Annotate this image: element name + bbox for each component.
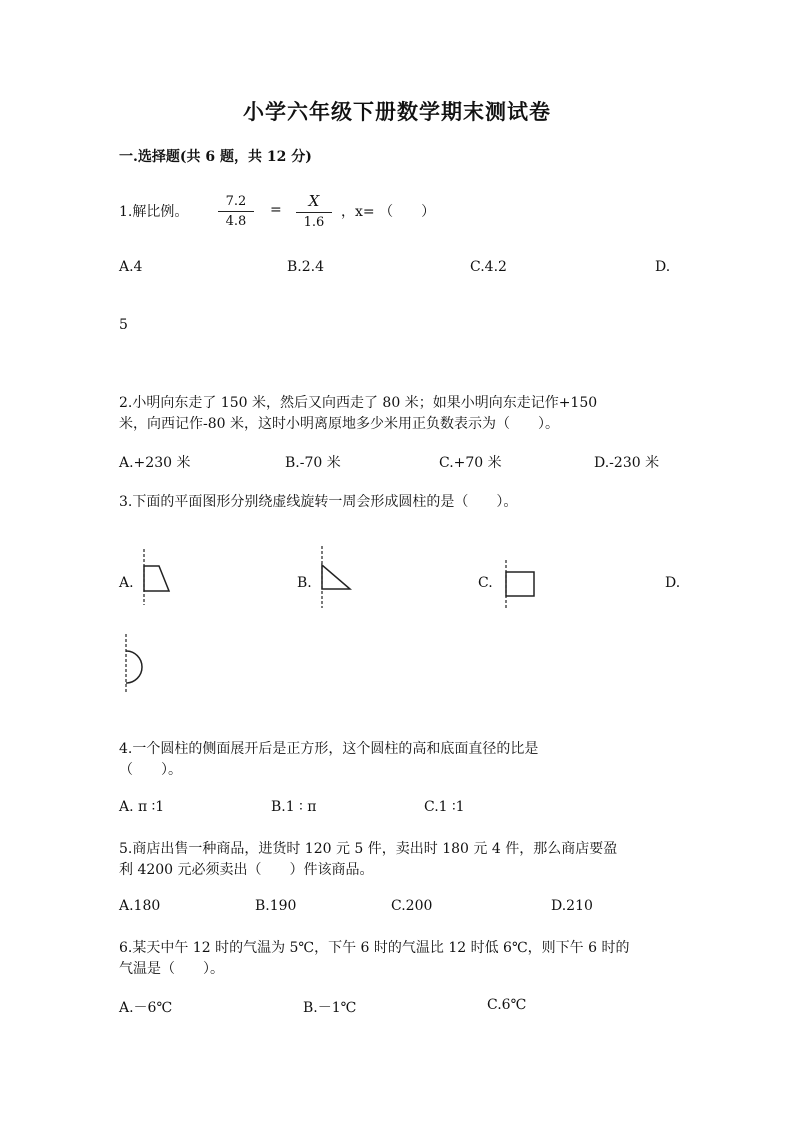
q3-figure-trapezoid[interactable] [138, 549, 178, 605]
q2-option-a[interactable]: A.+230 米 [119, 455, 191, 471]
q1-suffix: ，x= （ ） [341, 204, 436, 220]
q5-text-line2: 利 4200 元必须卖出（ ）件该商品。 [119, 862, 374, 878]
q1-frac2-denominator: 1.6 [303, 215, 325, 230]
q3-option-b[interactable]: B. [297, 575, 312, 591]
q1-frac2-numerator: X [296, 192, 332, 213]
q3-figure-semicircle[interactable] [120, 634, 150, 692]
q2-option-b[interactable]: B.-70 米 [285, 455, 341, 471]
q3-option-d[interactable]: D. [665, 575, 681, 591]
q6-text-line1: 6.某天中午 12 时的气温为 5℃，下午 6 时的气温比 12 时低 6℃，则下午 6 时的 [119, 940, 630, 956]
q1-option-d[interactable]: D. [655, 259, 671, 275]
q3-text: 3.下面的平面图形分别绕虚线旋转一周会形成圆柱的是（ ）。 [119, 494, 518, 510]
q2-text-line2: 米，向西记作-80 米，这时小明离原地多少米用正负数表示为（ ）。 [119, 416, 559, 432]
q6-text-line2: 气温是（ ）。 [119, 961, 224, 977]
q3-option-a[interactable]: A. [119, 575, 134, 591]
q6-option-b[interactable]: B.－1℃ [303, 1000, 357, 1016]
q5-option-b[interactable]: B.190 [255, 898, 297, 914]
q5-option-c[interactable]: C.200 [391, 898, 433, 914]
q3-option-c[interactable]: C. [478, 575, 493, 591]
q6-option-c[interactable]: C.6℃ [487, 997, 527, 1013]
q3-figure-rectangle[interactable] [500, 560, 540, 608]
q1-frac1-denominator: 4.8 [225, 214, 247, 229]
q4-text-line1: 4.一个圆柱的侧面展开后是正方形，这个圆柱的高和底面直径的比是 [119, 741, 539, 757]
q2-option-d[interactable]: D.-230 米 [594, 455, 660, 471]
q1-equals: = [270, 202, 282, 218]
q1-prefix: 1.解比例。 [119, 204, 189, 220]
q4-option-c[interactable]: C.1 ∶1 [424, 799, 465, 815]
q5-option-a[interactable]: A.180 [119, 898, 161, 914]
q5-option-d[interactable]: D.210 [551, 898, 593, 914]
q1-option-c[interactable]: C.4.2 [470, 259, 507, 275]
q4-option-a[interactable]: A. π ∶1 [119, 799, 165, 815]
q6-option-a[interactable]: A.－6℃ [119, 1000, 173, 1016]
q4-text-line2: （ ）。 [119, 762, 182, 778]
page-title: 小学六年级下册数学期末测试卷 [243, 99, 551, 124]
q1-fraction-left [218, 194, 254, 229]
q1-fraction-right [296, 192, 332, 230]
q3-figure-triangle[interactable] [316, 546, 356, 608]
q2-text-line1: 2.小明向东走了 150 米，然后又向西走了 80 米；如果小明向东走记作+150 [119, 395, 598, 411]
q5-text-line1: 5.商店出售一种商品，进货时 120 元 5 件，卖出时 180 元 4 件，那么商店要盈 [119, 841, 618, 857]
q4-option-b[interactable]: B.1 ∶ π [271, 799, 317, 815]
q1-option-b[interactable]: B.2.4 [287, 259, 325, 275]
section-heading: 一.选择题(共 6 题，共 12 分) [119, 149, 312, 165]
q1-frac1-numerator: 7.2 [218, 194, 254, 212]
q1-option-a[interactable]: A.4 [119, 259, 143, 275]
q2-option-c[interactable]: C.+70 米 [439, 455, 502, 471]
q1-option-d-value: 5 [119, 317, 128, 333]
